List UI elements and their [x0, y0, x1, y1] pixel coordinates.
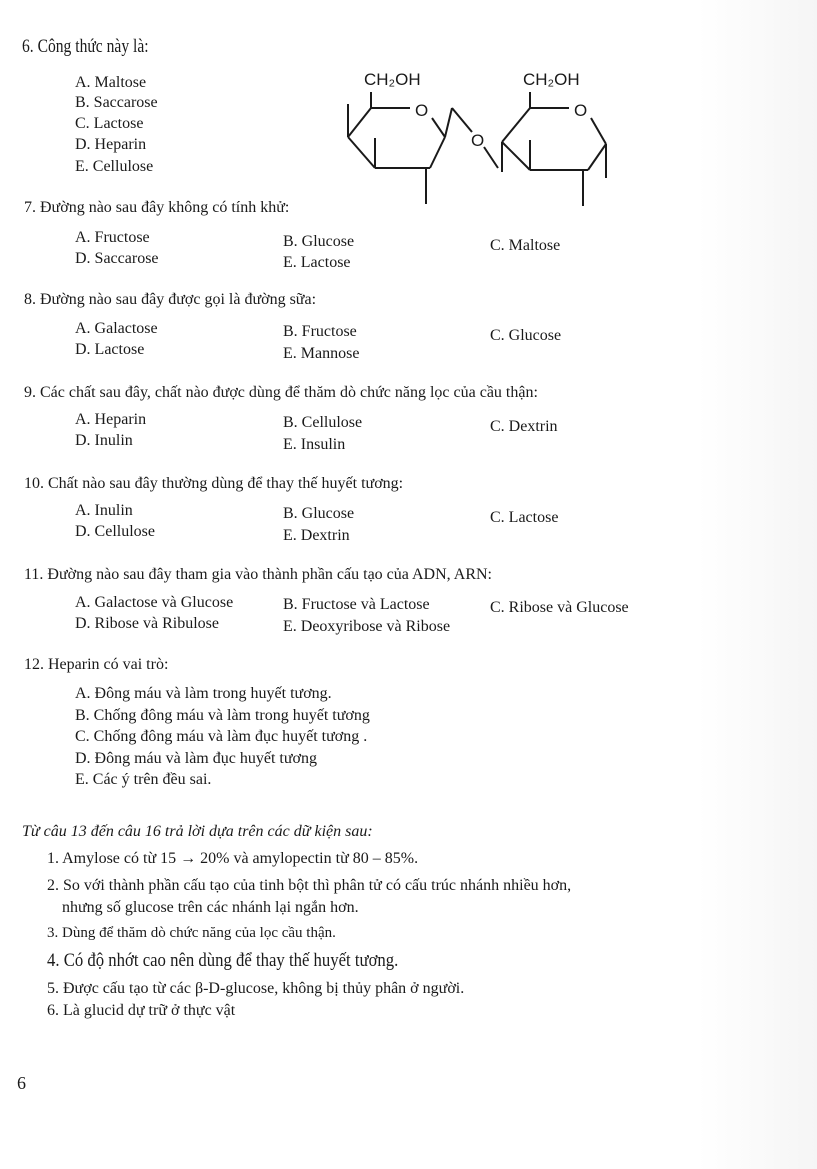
q10-option-b: B. Glucose: [283, 505, 355, 522]
q7-option-e: E. Lactose: [283, 254, 351, 271]
q11-option-a: A. Galactose và Glucose: [75, 594, 234, 611]
fact-1: 1. Amylose có từ 15 → 20% và amylopectin từ 80 – 85%.: [47, 850, 419, 867]
fact-2-line-1: 2. So với thành phần cấu tạo của tinh bột thì phân tử có cấu trúc nhánh nhiều hơn,: [47, 877, 572, 894]
fact-2-line-2: nhưng số glucose trên các nhánh lại ngắn hơn.: [62, 899, 359, 916]
q8-option-a: A. Galactose: [75, 320, 158, 337]
bridge-bond-right: [484, 147, 498, 168]
q6-option-d: D. Heparin: [75, 136, 147, 153]
q8-option-b: B. Fructose: [283, 323, 357, 340]
q11-option-e: E. Deoxyribose và Ribose: [283, 618, 451, 635]
right-ring-c4-c5-bond: [502, 108, 530, 142]
q9-option-e: E. Insulin: [283, 436, 346, 453]
q11-option-c: C. Ribose và Glucose: [490, 599, 629, 616]
fact-3: 3. Dùng để thăm dò chức năng của lọc cầu thận.: [47, 925, 336, 941]
q9-option-c: C. Dextrin: [490, 418, 558, 435]
fact-4: 4. Có độ nhớt cao nên dùng để thay thế huyết tương.: [47, 950, 399, 971]
page-number: 6: [17, 1073, 26, 1093]
q12-option-b: B. Chống đông máu và làm trong huyết tương: [75, 707, 370, 724]
left-ring-oxygen: O: [415, 101, 429, 120]
right-ring-o-c1-bond: [591, 118, 606, 144]
question-8: 8. Đường nào sau đây được gọi là đường sữa:: [24, 291, 317, 308]
right-ring-c3-c4-bond: [502, 142, 530, 170]
q7-option-a: A. Fructose: [75, 229, 150, 246]
fact-6: 6. Là glucid dự trữ ở thực vật: [47, 1002, 236, 1019]
q11-option-b: B. Fructose và Lactose: [283, 596, 430, 613]
q12-option-d: D. Đông máu và làm đục huyết tương: [75, 750, 317, 767]
left-ring-c1-c2-bond: [430, 137, 445, 168]
fact-5: 5. Được cấu tạo từ các β-D-glucose, không bị thủy phân ở người.: [47, 980, 465, 997]
left-ring-c4-c5-bond: [348, 108, 371, 137]
q10-option-c: C. Lactose: [490, 509, 559, 526]
question-11: 11. Đường nào sau đây tham gia vào thành phần cấu tạo của ADN, ARN:: [24, 566, 492, 583]
right-ring-c1-c2-bond: [588, 144, 606, 170]
bridge-bond-left: [452, 108, 472, 132]
q10-option-d: D. Cellulose: [75, 523, 155, 540]
question-6: 6. Công thức này là:: [22, 36, 149, 57]
q6-option-b: B. Saccarose: [75, 94, 158, 111]
q8-option-e: E. Mannose: [283, 345, 360, 362]
left-ring-c3-c4-bond: [348, 137, 375, 168]
question-12: 12. Heparin có vai trò:: [24, 656, 169, 673]
q8-option-d: D. Lactose: [75, 341, 145, 358]
question-7: 7. Đường nào sau đây không có tính khử:: [24, 199, 290, 216]
q12-option-e: E. Các ý trên đều sai.: [75, 771, 212, 788]
left-ch2oh-label: CH₂OH: [364, 70, 421, 89]
q8-option-c: C. Glucose: [490, 327, 562, 344]
left-c1-substituent: [445, 108, 452, 137]
q7-option-c: C. Maltose: [490, 237, 561, 254]
question-10: 10. Chất nào sau đây thường dùng để thay thế huyết tương:: [24, 475, 404, 492]
q6-option-c: C. Lactose: [75, 115, 144, 132]
q10-option-e: E. Dextrin: [283, 527, 350, 544]
q9-option-b: B. Cellulose: [283, 414, 363, 431]
q6-option-e: E. Cellulose: [75, 158, 154, 175]
right-ch2oh-label: CH₂OH: [523, 70, 580, 89]
q12-option-c: C. Chống đông máu và làm đục huyết tương .: [75, 728, 368, 745]
left-ring-o-c1-bond: [432, 118, 445, 137]
disaccharide-structure: [340, 64, 640, 214]
bridge-oxygen: O: [471, 131, 485, 150]
q11-option-d: D. Ribose và Ribulose: [75, 615, 219, 632]
q9-option-d: D. Inulin: [75, 432, 133, 449]
q6-option-a: A. Maltose: [75, 74, 147, 91]
facts-intro: Từ câu 13 đến câu 16 trả lời dựa trên các dữ kiện sau:: [22, 823, 373, 840]
q12-option-a: A. Đông máu và làm trong huyết tương.: [75, 685, 332, 702]
q10-option-a: A. Inulin: [75, 502, 133, 519]
q7-option-d: D. Saccarose: [75, 250, 159, 267]
right-ring-oxygen: O: [574, 101, 588, 120]
q7-option-b: B. Glucose: [283, 233, 355, 250]
question-9: 9. Các chất sau đây, chất nào được dùng để thăm dò chức năng lọc của cầu thận:: [24, 384, 538, 401]
scan-edge-shadow: [697, 0, 817, 1169]
q9-option-a: A. Heparin: [75, 411, 147, 428]
